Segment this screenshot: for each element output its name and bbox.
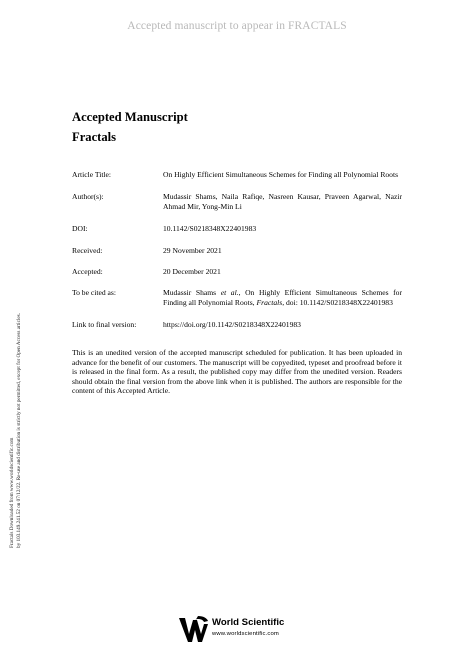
accepted-label: Accepted: [72,267,103,277]
world-scientific-logo-icon [178,614,210,644]
doi-label: DOI: [72,224,88,234]
authors-label: Author(s): [72,192,104,202]
article-title-label: Article Title: [72,170,112,179]
download-note-line-2: by 103.149.241.52 on 07/12/22. Re-use and distribution is strictly not permitted, except for Open Access articles. [15,313,22,548]
citation-value [163,288,402,307]
accepted-row [72,267,402,276]
citation-label: To be cited as: [72,288,116,298]
publisher-name: World Scientific [212,617,285,628]
authors-row [72,192,402,211]
accepted-manuscript-heading: Accepted Manuscript [72,110,188,124]
citation-title: On Highly Efficient Simultaneous Schemes for Finding all Polynomial Roots, [163,288,403,307]
received-label: Received: [72,245,103,255]
citation-journal: Fractals [256,297,283,307]
received-value: 29 November 2021 [163,245,222,255]
download-note-line-1: Fractals Downloaded from www.worldscientific.com [9,437,15,548]
doi-value: 10.1142/S0218348X22401983 [163,224,257,234]
unedited-notice: This is an unedited version of the accepted manuscript scheduled for publication. It has been uploaded in advance for the benefit of our customers. The manuscript will be copyedited, typeset and proofread before it is released in the final form. As a result, the published copy may differ from the unedited version. Readers should obtain the final version from the above link when it is published. The authors are responsible for the content of this Accepted Article. [72,348,402,396]
article-metadata [72,170,402,330]
final-link-row [72,320,402,329]
citation-etal: et al. [220,288,239,298]
final-link-label: Link to final version: [72,320,137,330]
journal-heading: Fractals [72,130,117,144]
authors-value: Mudassir Shams, Naila Rafiqe, Nasreen Kausar, Praveen Agarwal, Nazir Ahmad Mir, Yong-Min Li [163,192,402,211]
received-row [72,246,402,255]
publisher-logo [178,614,298,644]
citation-doi: , doi: 10.1142/S0218348X22401983 [282,297,393,307]
manuscript-banner: Accepted manuscript to appear in FRACTALS [127,20,347,32]
download-note [9,168,22,548]
citation-authors: Mudassir Shams [163,288,217,298]
doi-row [72,224,402,233]
article-title-row [72,170,402,179]
publisher-url[interactable]: www.worldscientific.com [212,631,279,637]
citation-row [72,288,402,307]
citation-separator: , [238,288,246,298]
accepted-value: 20 December 2021 [163,267,221,277]
article-title-value: On Highly Efficient Simultaneous Schemes for Finding all Polynomial Roots [163,170,399,179]
final-version-link[interactable]: https://doi.org/10.1142/S0218348X22401983 [163,320,301,330]
